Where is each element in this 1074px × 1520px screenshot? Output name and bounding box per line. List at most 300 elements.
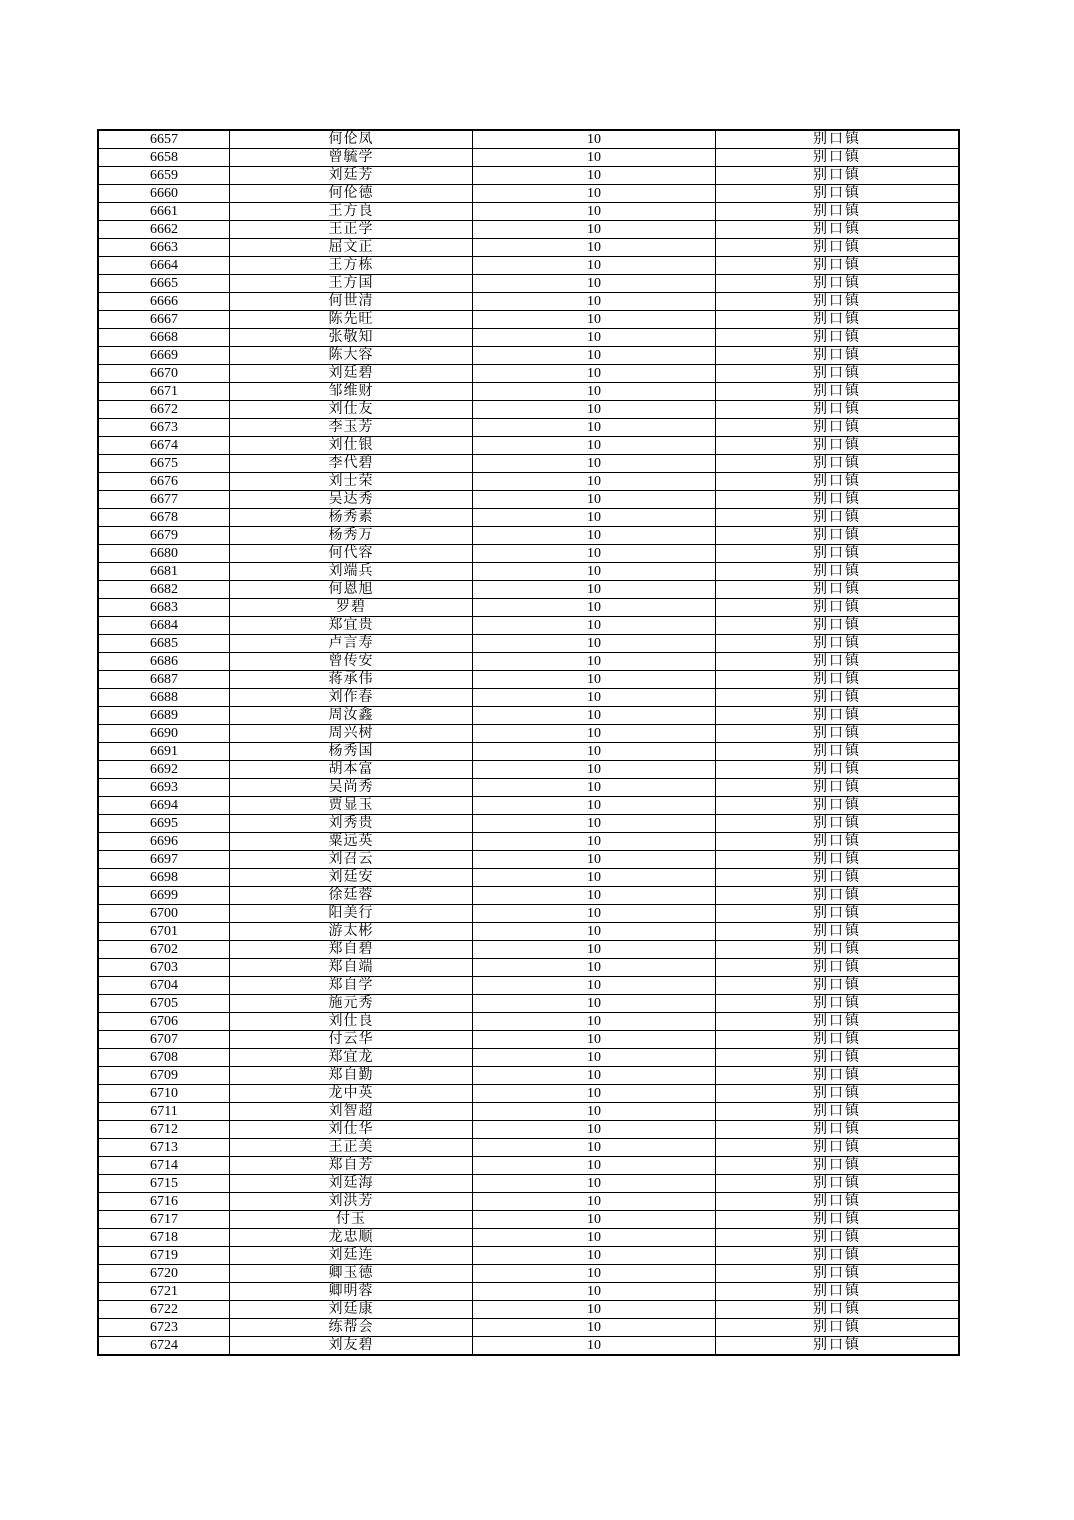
row-number-cell: 6684 <box>98 617 230 635</box>
row-number-cell: 6722 <box>98 1301 230 1319</box>
amount-cell: 10 <box>473 563 716 581</box>
name-cell: 杨秀万 <box>230 527 473 545</box>
row-number-cell: 6705 <box>98 995 230 1013</box>
amount-cell: 10 <box>473 671 716 689</box>
town-cell: 别口镇 <box>716 923 960 941</box>
name-cell: 陈大容 <box>230 347 473 365</box>
table-row <box>98 761 959 779</box>
town-cell: 别口镇 <box>716 130 960 149</box>
row-number-cell: 6664 <box>98 257 230 275</box>
row-number-cell: 6686 <box>98 653 230 671</box>
row-number-cell: 6714 <box>98 1157 230 1175</box>
town-cell: 别口镇 <box>716 1229 960 1247</box>
name-cell: 郑自芳 <box>230 1157 473 1175</box>
amount-cell: 10 <box>473 491 716 509</box>
amount-cell: 10 <box>473 1121 716 1139</box>
name-cell: 郑自端 <box>230 959 473 977</box>
name-cell: 刘廷碧 <box>230 365 473 383</box>
amount-cell: 10 <box>473 509 716 527</box>
town-cell: 别口镇 <box>716 905 960 923</box>
row-number-cell: 6677 <box>98 491 230 509</box>
town-cell: 别口镇 <box>716 707 960 725</box>
amount-cell: 10 <box>473 1085 716 1103</box>
name-cell: 刘洪芳 <box>230 1193 473 1211</box>
row-number-cell: 6659 <box>98 167 230 185</box>
amount-cell: 10 <box>473 1265 716 1283</box>
name-cell: 周汝鑫 <box>230 707 473 725</box>
name-cell: 刘召云 <box>230 851 473 869</box>
row-number-cell: 6703 <box>98 959 230 977</box>
row-number-cell: 6721 <box>98 1283 230 1301</box>
amount-cell: 10 <box>473 383 716 401</box>
row-number-cell: 6661 <box>98 203 230 221</box>
table-row <box>98 1139 959 1157</box>
town-cell: 别口镇 <box>716 635 960 653</box>
town-cell: 别口镇 <box>716 941 960 959</box>
table-row <box>98 419 959 437</box>
row-number-cell: 6665 <box>98 275 230 293</box>
amount-cell: 10 <box>473 1139 716 1157</box>
row-number-cell: 6709 <box>98 1067 230 1085</box>
town-cell: 别口镇 <box>716 365 960 383</box>
amount-cell: 10 <box>473 1229 716 1247</box>
table-row <box>98 203 959 221</box>
row-number-cell: 6693 <box>98 779 230 797</box>
town-cell: 别口镇 <box>716 743 960 761</box>
table-row <box>98 977 959 995</box>
amount-cell: 10 <box>473 1319 716 1337</box>
amount-cell: 10 <box>473 977 716 995</box>
table-row <box>98 995 959 1013</box>
amount-cell: 10 <box>473 1049 716 1067</box>
name-cell: 刘仕华 <box>230 1121 473 1139</box>
amount-cell: 10 <box>473 275 716 293</box>
town-cell: 别口镇 <box>716 455 960 473</box>
row-number-cell: 6716 <box>98 1193 230 1211</box>
row-number-cell: 6683 <box>98 599 230 617</box>
town-cell: 别口镇 <box>716 887 960 905</box>
amount-cell: 10 <box>473 203 716 221</box>
row-number-cell: 6672 <box>98 401 230 419</box>
name-cell: 刘廷连 <box>230 1247 473 1265</box>
row-number-cell: 6691 <box>98 743 230 761</box>
name-cell: 刘作春 <box>230 689 473 707</box>
table-row <box>98 130 959 149</box>
amount-cell: 10 <box>473 1157 716 1175</box>
amount-cell: 10 <box>473 689 716 707</box>
town-cell: 别口镇 <box>716 509 960 527</box>
row-number-cell: 6680 <box>98 545 230 563</box>
name-cell: 刘端兵 <box>230 563 473 581</box>
table-row <box>98 833 959 851</box>
row-number-cell: 6681 <box>98 563 230 581</box>
amount-cell: 10 <box>473 239 716 257</box>
table-row <box>98 455 959 473</box>
name-cell: 王方栋 <box>230 257 473 275</box>
town-cell: 别口镇 <box>716 1121 960 1139</box>
table-row <box>98 563 959 581</box>
table-row <box>98 1211 959 1229</box>
town-cell: 别口镇 <box>716 1085 960 1103</box>
table-row <box>98 347 959 365</box>
table-row <box>98 869 959 887</box>
amount-cell: 10 <box>473 653 716 671</box>
amount-cell: 10 <box>473 419 716 437</box>
row-number-cell: 6724 <box>98 1337 230 1356</box>
table-row <box>98 1193 959 1211</box>
town-cell: 别口镇 <box>716 689 960 707</box>
town-cell: 别口镇 <box>716 1283 960 1301</box>
amount-cell: 10 <box>473 725 716 743</box>
table-row <box>98 1265 959 1283</box>
amount-cell: 10 <box>473 401 716 419</box>
table-row <box>98 1031 959 1049</box>
town-cell: 别口镇 <box>716 1013 960 1031</box>
name-cell: 练帮会 <box>230 1319 473 1337</box>
row-number-cell: 6710 <box>98 1085 230 1103</box>
row-number-cell: 6675 <box>98 455 230 473</box>
town-cell: 别口镇 <box>716 545 960 563</box>
amount-cell: 10 <box>473 347 716 365</box>
amount-cell: 10 <box>473 1103 716 1121</box>
town-cell: 别口镇 <box>716 617 960 635</box>
town-cell: 别口镇 <box>716 311 960 329</box>
name-cell: 王正美 <box>230 1139 473 1157</box>
row-number-cell: 6700 <box>98 905 230 923</box>
name-cell: 杨秀国 <box>230 743 473 761</box>
town-cell: 别口镇 <box>716 725 960 743</box>
table-row <box>98 779 959 797</box>
amount-cell: 10 <box>473 1193 716 1211</box>
amount-cell: 10 <box>473 1067 716 1085</box>
name-cell: 郑自勤 <box>230 1067 473 1085</box>
name-cell: 吴尚秀 <box>230 779 473 797</box>
table-row <box>98 293 959 311</box>
amount-cell: 10 <box>473 779 716 797</box>
name-cell: 李代碧 <box>230 455 473 473</box>
table-row <box>98 401 959 419</box>
row-number-cell: 6723 <box>98 1319 230 1337</box>
town-cell: 别口镇 <box>716 1247 960 1265</box>
town-cell: 别口镇 <box>716 959 960 977</box>
row-number-cell: 6669 <box>98 347 230 365</box>
table-row <box>98 1319 959 1337</box>
table-row <box>98 851 959 869</box>
amount-cell: 10 <box>473 923 716 941</box>
amount-cell: 10 <box>473 130 716 149</box>
row-number-cell: 6711 <box>98 1103 230 1121</box>
table-row <box>98 185 959 203</box>
amount-cell: 10 <box>473 527 716 545</box>
amount-cell: 10 <box>473 761 716 779</box>
amount-cell: 10 <box>473 743 716 761</box>
town-cell: 别口镇 <box>716 1031 960 1049</box>
name-cell: 粟远英 <box>230 833 473 851</box>
amount-cell: 10 <box>473 1175 716 1193</box>
town-cell: 别口镇 <box>716 1067 960 1085</box>
name-cell: 胡本富 <box>230 761 473 779</box>
name-cell: 刘廷康 <box>230 1301 473 1319</box>
table-row <box>98 887 959 905</box>
town-cell: 别口镇 <box>716 329 960 347</box>
town-cell: 别口镇 <box>716 527 960 545</box>
table-row <box>98 491 959 509</box>
town-cell: 别口镇 <box>716 1139 960 1157</box>
row-number-cell: 6707 <box>98 1031 230 1049</box>
table-row <box>98 923 959 941</box>
name-cell: 郑自碧 <box>230 941 473 959</box>
name-cell: 刘廷安 <box>230 869 473 887</box>
table-row <box>98 311 959 329</box>
town-cell: 别口镇 <box>716 869 960 887</box>
table-row <box>98 689 959 707</box>
table-row <box>98 1067 959 1085</box>
town-cell: 别口镇 <box>716 383 960 401</box>
table-row <box>98 275 959 293</box>
town-cell: 别口镇 <box>716 401 960 419</box>
name-cell: 郑宜龙 <box>230 1049 473 1067</box>
row-number-cell: 6663 <box>98 239 230 257</box>
town-cell: 别口镇 <box>716 1337 960 1356</box>
name-cell: 吴达秀 <box>230 491 473 509</box>
amount-cell: 10 <box>473 797 716 815</box>
row-number-cell: 6689 <box>98 707 230 725</box>
name-cell: 郑自学 <box>230 977 473 995</box>
row-number-cell: 6671 <box>98 383 230 401</box>
table-row <box>98 617 959 635</box>
amount-cell: 10 <box>473 599 716 617</box>
amount-cell: 10 <box>473 941 716 959</box>
name-cell: 周兴树 <box>230 725 473 743</box>
name-cell: 张敬知 <box>230 329 473 347</box>
name-cell: 何代容 <box>230 545 473 563</box>
amount-cell: 10 <box>473 869 716 887</box>
name-cell: 施元秀 <box>230 995 473 1013</box>
town-cell: 别口镇 <box>716 581 960 599</box>
town-cell: 别口镇 <box>716 419 960 437</box>
row-number-cell: 6673 <box>98 419 230 437</box>
name-cell: 王方良 <box>230 203 473 221</box>
name-cell: 蒋承伟 <box>230 671 473 689</box>
town-cell: 别口镇 <box>716 815 960 833</box>
town-cell: 别口镇 <box>716 797 960 815</box>
row-number-cell: 6667 <box>98 311 230 329</box>
amount-cell: 10 <box>473 257 716 275</box>
amount-cell: 10 <box>473 617 716 635</box>
amount-cell: 10 <box>473 581 716 599</box>
amount-cell: 10 <box>473 887 716 905</box>
amount-cell: 10 <box>473 995 716 1013</box>
row-number-cell: 6679 <box>98 527 230 545</box>
town-cell: 别口镇 <box>716 1265 960 1283</box>
table-row <box>98 221 959 239</box>
row-number-cell: 6718 <box>98 1229 230 1247</box>
row-number-cell: 6657 <box>98 130 230 149</box>
row-number-cell: 6720 <box>98 1265 230 1283</box>
amount-cell: 10 <box>473 833 716 851</box>
town-cell: 别口镇 <box>716 473 960 491</box>
town-cell: 别口镇 <box>716 1301 960 1319</box>
amount-cell: 10 <box>473 311 716 329</box>
name-cell: 李玉芳 <box>230 419 473 437</box>
town-cell: 别口镇 <box>716 491 960 509</box>
table-row <box>98 905 959 923</box>
name-cell: 邹维财 <box>230 383 473 401</box>
table-row <box>98 671 959 689</box>
table-row <box>98 599 959 617</box>
name-cell: 刘仕良 <box>230 1013 473 1031</box>
table-row <box>98 167 959 185</box>
table-row <box>98 653 959 671</box>
row-number-cell: 6706 <box>98 1013 230 1031</box>
town-cell: 别口镇 <box>716 257 960 275</box>
table-row <box>98 473 959 491</box>
town-cell: 别口镇 <box>716 275 960 293</box>
name-cell: 龙中英 <box>230 1085 473 1103</box>
town-cell: 别口镇 <box>716 1103 960 1121</box>
table-row <box>98 509 959 527</box>
table-row <box>98 329 959 347</box>
table-row <box>98 1085 959 1103</box>
amount-cell: 10 <box>473 185 716 203</box>
row-number-cell: 6668 <box>98 329 230 347</box>
amount-cell: 10 <box>473 1031 716 1049</box>
name-cell: 徐廷蓉 <box>230 887 473 905</box>
name-cell: 阳美行 <box>230 905 473 923</box>
row-number-cell: 6660 <box>98 185 230 203</box>
town-cell: 别口镇 <box>716 671 960 689</box>
table-row <box>98 635 959 653</box>
town-cell: 别口镇 <box>716 149 960 167</box>
row-number-cell: 6708 <box>98 1049 230 1067</box>
name-cell: 郑宜贵 <box>230 617 473 635</box>
town-cell: 别口镇 <box>716 1175 960 1193</box>
row-number-cell: 6717 <box>98 1211 230 1229</box>
row-number-cell: 6712 <box>98 1121 230 1139</box>
name-cell: 刘廷海 <box>230 1175 473 1193</box>
amount-cell: 10 <box>473 959 716 977</box>
row-number-cell: 6688 <box>98 689 230 707</box>
row-number-cell: 6702 <box>98 941 230 959</box>
name-cell: 付玉 <box>230 1211 473 1229</box>
town-cell: 别口镇 <box>716 599 960 617</box>
amount-cell: 10 <box>473 437 716 455</box>
row-number-cell: 6704 <box>98 977 230 995</box>
amount-cell: 10 <box>473 635 716 653</box>
name-cell: 刘廷芳 <box>230 167 473 185</box>
table-row <box>98 1013 959 1031</box>
table-row <box>98 707 959 725</box>
table-row <box>98 1175 959 1193</box>
table-row <box>98 437 959 455</box>
town-cell: 别口镇 <box>716 563 960 581</box>
table-row <box>98 257 959 275</box>
amount-cell: 10 <box>473 167 716 185</box>
amount-cell: 10 <box>473 707 716 725</box>
table-row <box>98 527 959 545</box>
name-cell: 罗碧 <box>230 599 473 617</box>
row-number-cell: 6697 <box>98 851 230 869</box>
name-cell: 曾传安 <box>230 653 473 671</box>
name-cell: 刘士荣 <box>230 473 473 491</box>
name-cell: 王正学 <box>230 221 473 239</box>
town-cell: 别口镇 <box>716 761 960 779</box>
name-cell: 卿玉德 <box>230 1265 473 1283</box>
name-cell: 卿明蓉 <box>230 1283 473 1301</box>
row-number-cell: 6713 <box>98 1139 230 1157</box>
town-cell: 别口镇 <box>716 1211 960 1229</box>
name-cell: 杨秀素 <box>230 509 473 527</box>
name-cell: 陈先旺 <box>230 311 473 329</box>
town-cell: 别口镇 <box>716 347 960 365</box>
row-number-cell: 6692 <box>98 761 230 779</box>
table-row <box>98 797 959 815</box>
town-cell: 别口镇 <box>716 977 960 995</box>
row-number-cell: 6685 <box>98 635 230 653</box>
name-cell: 何伦德 <box>230 185 473 203</box>
name-cell: 何伦凤 <box>230 130 473 149</box>
town-cell: 别口镇 <box>716 221 960 239</box>
amount-cell: 10 <box>473 365 716 383</box>
row-number-cell: 6678 <box>98 509 230 527</box>
table-row <box>98 959 959 977</box>
row-number-cell: 6666 <box>98 293 230 311</box>
town-cell: 别口镇 <box>716 995 960 1013</box>
town-cell: 别口镇 <box>716 1319 960 1337</box>
table-row <box>98 1121 959 1139</box>
town-cell: 别口镇 <box>716 167 960 185</box>
row-number-cell: 6658 <box>98 149 230 167</box>
name-cell: 刘秀贵 <box>230 815 473 833</box>
town-cell: 别口镇 <box>716 185 960 203</box>
row-number-cell: 6694 <box>98 797 230 815</box>
name-cell: 王方国 <box>230 275 473 293</box>
name-cell: 刘智超 <box>230 1103 473 1121</box>
name-cell: 游太彬 <box>230 923 473 941</box>
amount-cell: 10 <box>473 1211 716 1229</box>
town-cell: 别口镇 <box>716 437 960 455</box>
table-row <box>98 581 959 599</box>
row-number-cell: 6682 <box>98 581 230 599</box>
town-cell: 别口镇 <box>716 293 960 311</box>
name-cell: 卢言寿 <box>230 635 473 653</box>
amount-cell: 10 <box>473 815 716 833</box>
table-row <box>98 941 959 959</box>
row-number-cell: 6696 <box>98 833 230 851</box>
town-cell: 别口镇 <box>716 833 960 851</box>
row-number-cell: 6662 <box>98 221 230 239</box>
name-cell: 付云华 <box>230 1031 473 1049</box>
table-row <box>98 1283 959 1301</box>
row-number-cell: 6676 <box>98 473 230 491</box>
table-body <box>98 130 959 1355</box>
town-cell: 别口镇 <box>716 203 960 221</box>
amount-cell: 10 <box>473 851 716 869</box>
name-cell: 龙忠顺 <box>230 1229 473 1247</box>
row-number-cell: 6687 <box>98 671 230 689</box>
table-row <box>98 815 959 833</box>
table-row <box>98 1301 959 1319</box>
amount-cell: 10 <box>473 221 716 239</box>
row-number-cell: 6690 <box>98 725 230 743</box>
name-cell: 刘仕银 <box>230 437 473 455</box>
table-row <box>98 1103 959 1121</box>
row-number-cell: 6670 <box>98 365 230 383</box>
town-cell: 别口镇 <box>716 653 960 671</box>
name-cell: 屈文正 <box>230 239 473 257</box>
amount-cell: 10 <box>473 149 716 167</box>
town-cell: 别口镇 <box>716 1049 960 1067</box>
